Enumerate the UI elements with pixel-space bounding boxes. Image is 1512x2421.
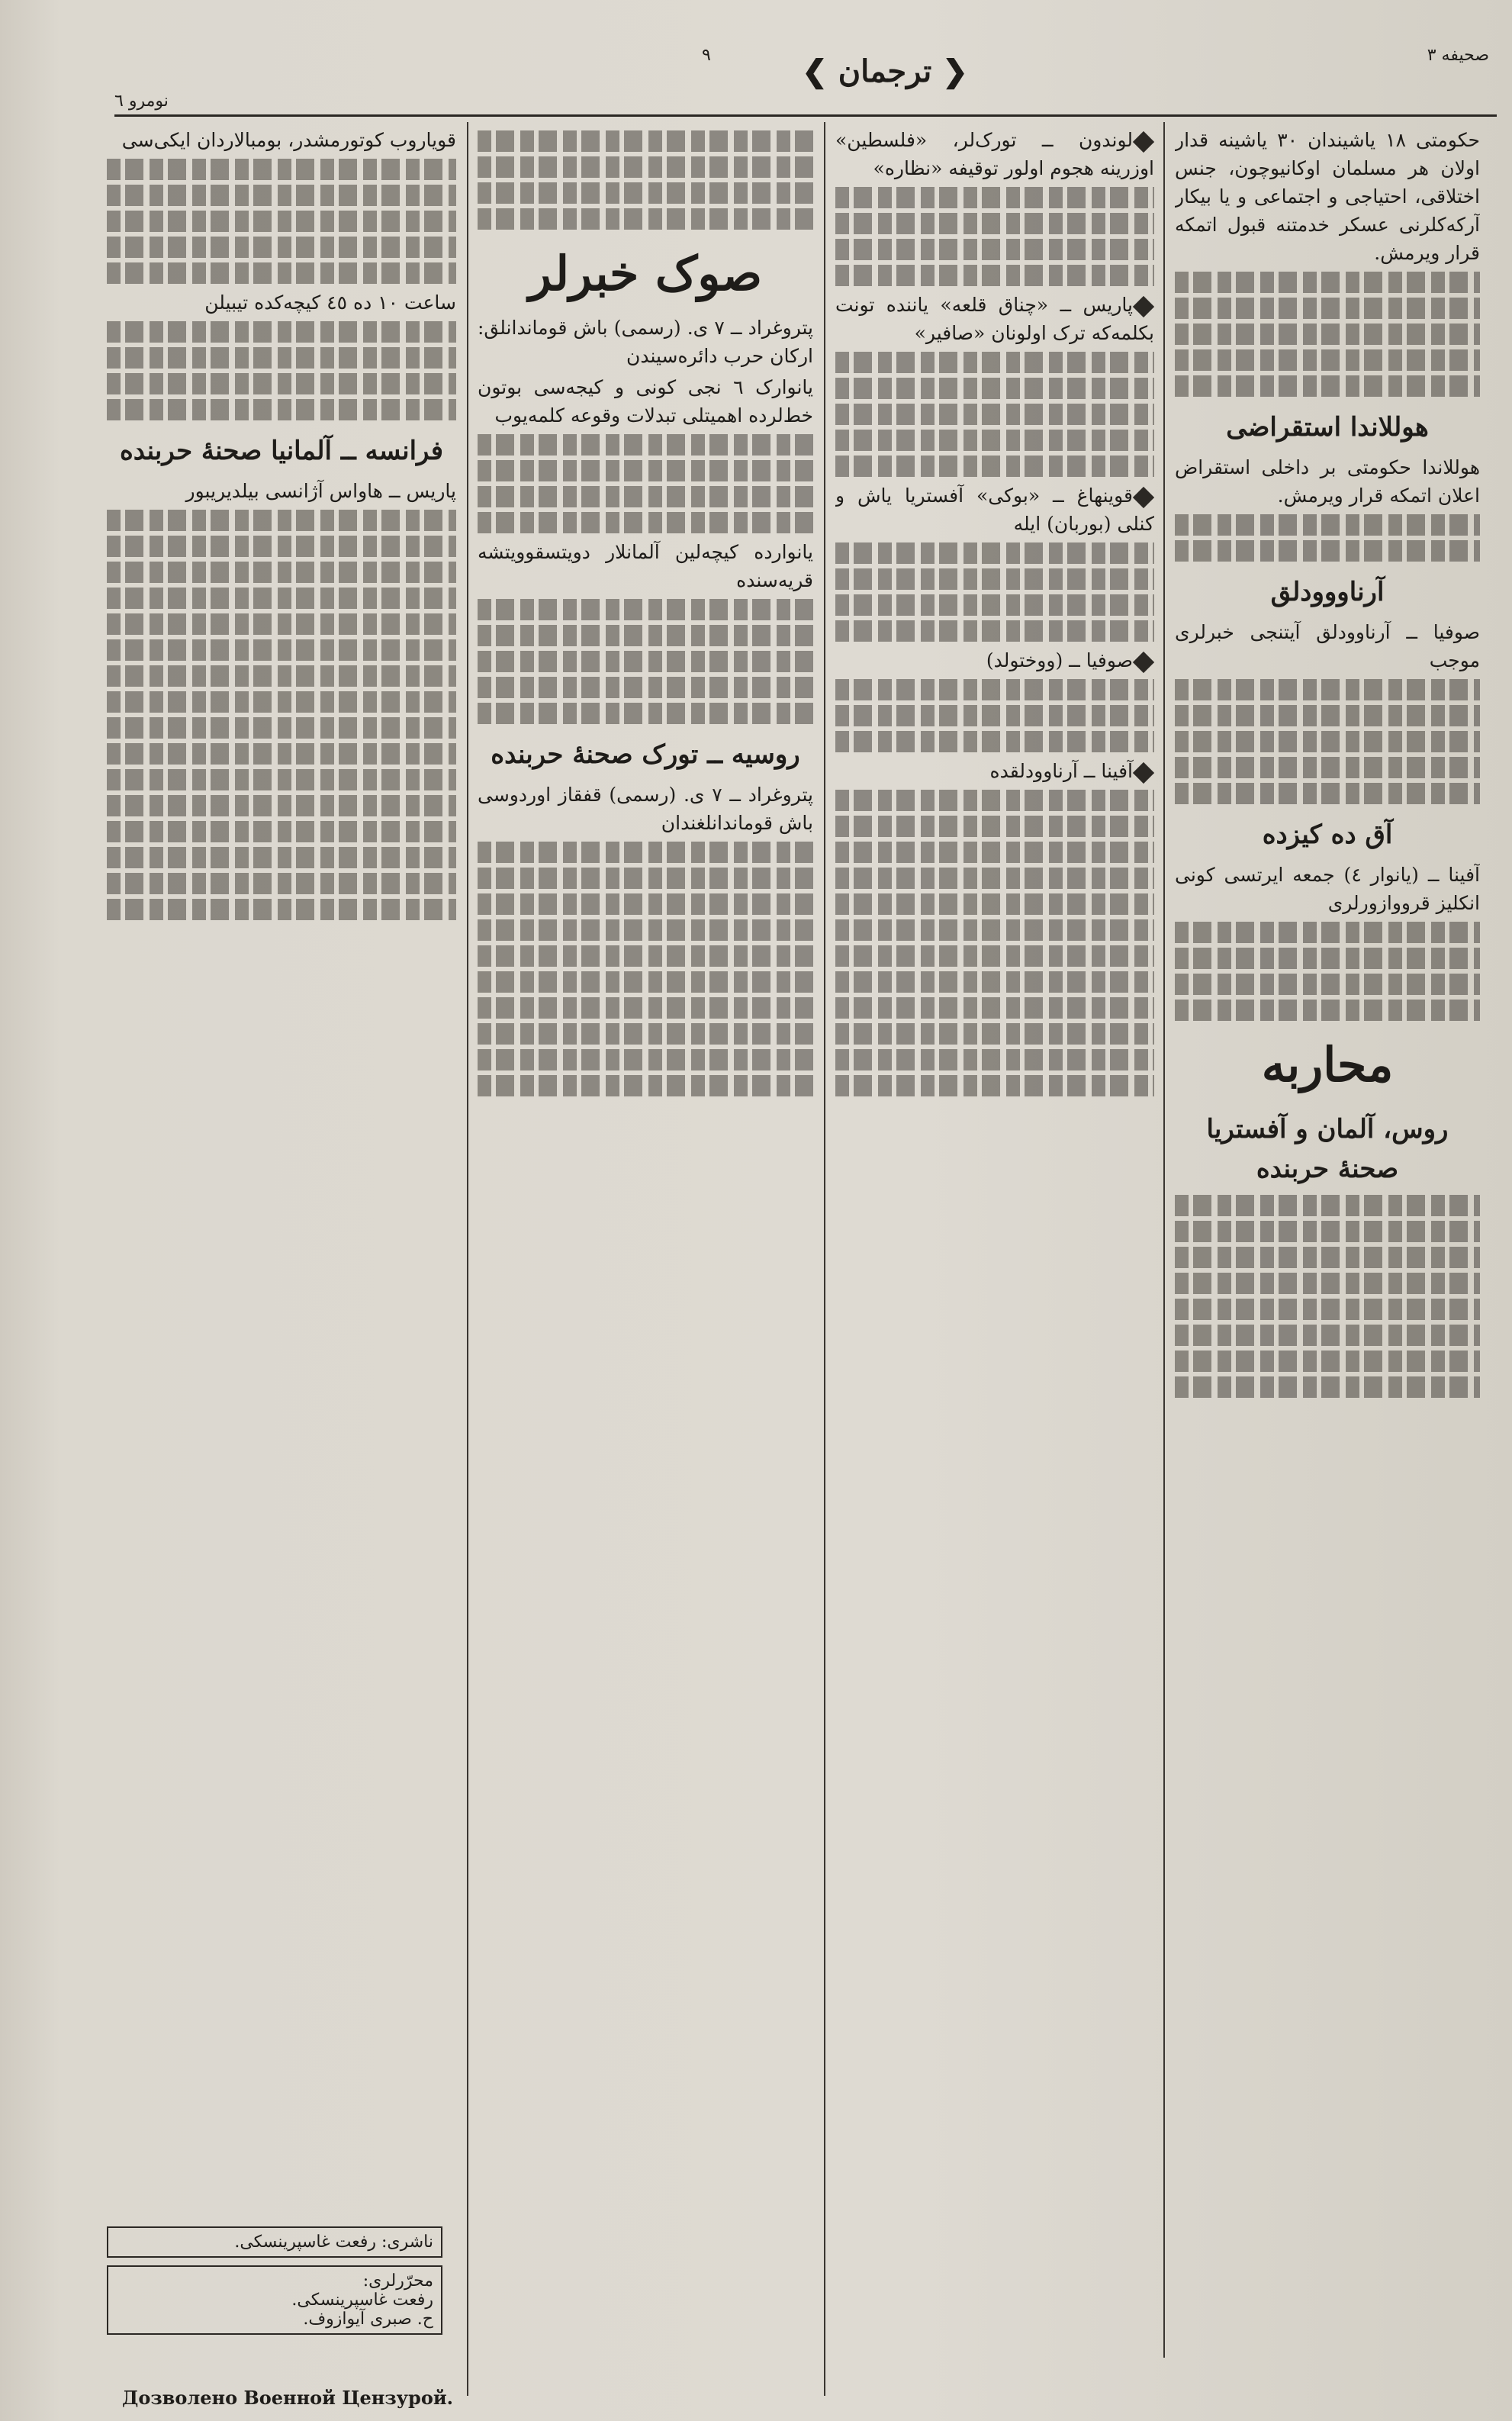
text-lines xyxy=(1175,1325,1480,1346)
text-lines xyxy=(478,919,813,941)
text-lines xyxy=(835,842,1154,863)
article-text: پتروغراد ــ ۷ ی. (رسمی) قفقاز اوردوسی باش قوماندانلغندان xyxy=(478,784,813,834)
text-lines xyxy=(1175,1273,1480,1294)
text-lines xyxy=(478,1023,813,1045)
header-rule xyxy=(114,114,1497,117)
text-lines xyxy=(835,1049,1154,1070)
article-text: آفینا ــ آرناوودلقده xyxy=(835,757,1154,785)
text-lines xyxy=(107,211,456,232)
text-lines xyxy=(1175,948,1480,969)
text-lines xyxy=(835,542,1154,564)
article-text: صوفیا ــ (ووختولد) xyxy=(835,646,1154,674)
text-lines xyxy=(835,1023,1154,1045)
text-lines xyxy=(478,486,813,507)
publisher-label: ناشری: xyxy=(381,2233,433,2252)
publisher-name: رفعت غاسپرینسکی. xyxy=(234,2233,376,2252)
bullet-icon xyxy=(1133,761,1154,783)
ornament-icon: ❮ xyxy=(942,53,968,89)
editors-label: محرّرلری: xyxy=(362,2271,433,2291)
column-divider xyxy=(467,122,468,2396)
text-lines xyxy=(478,512,813,533)
text-lines xyxy=(835,790,1154,811)
text-lines xyxy=(107,321,456,343)
section-heading: محاربه xyxy=(1261,1037,1394,1093)
text-lines xyxy=(835,187,1154,208)
masthead xyxy=(786,53,984,89)
text-lines xyxy=(478,182,813,204)
text-lines xyxy=(107,873,456,894)
text-lines xyxy=(1175,349,1480,371)
text-lines xyxy=(1175,974,1480,995)
ornament-icon: ❯ xyxy=(802,53,828,89)
article-text: قویاروب کوتورمشدر، بومبالاردان ایکی‌سی xyxy=(121,129,456,151)
text-lines xyxy=(107,743,456,765)
bullet-icon xyxy=(1133,486,1154,507)
bullet-icon xyxy=(1133,651,1154,672)
text-lines xyxy=(835,239,1154,260)
text-lines xyxy=(478,893,813,915)
article-text: قوینهاغ ــ «بوکی» آفستریا یاش و کنلی (بوربان) ایله xyxy=(835,485,1154,535)
text-lines xyxy=(835,868,1154,889)
text-lines xyxy=(835,430,1154,451)
text-lines xyxy=(107,347,456,369)
column-divider xyxy=(1163,122,1165,2358)
article-heading: هوللاندا استقراضی xyxy=(1226,412,1429,443)
text-lines xyxy=(478,945,813,967)
right-column xyxy=(1175,126,1480,2369)
text-lines xyxy=(478,1075,813,1096)
text-lines xyxy=(478,868,813,889)
editors-box xyxy=(107,2265,442,2335)
text-lines xyxy=(478,156,813,178)
text-lines xyxy=(107,717,456,739)
text-lines xyxy=(1175,1221,1480,1242)
text-lines xyxy=(835,919,1154,941)
article-text: هوللاندا حکومتی بر داخلی استقراض اعلان اتمکه قرار ویرمش. xyxy=(1175,456,1480,507)
masthead-footer xyxy=(107,2226,442,2342)
text-lines xyxy=(478,842,813,863)
text-lines xyxy=(1175,1000,1480,1021)
text-lines xyxy=(835,731,1154,752)
text-lines xyxy=(478,434,813,456)
text-lines xyxy=(1175,922,1480,943)
text-lines xyxy=(1175,705,1480,726)
article-heading: روسیه ــ تورک صحنه‌ٔ حربنده xyxy=(491,739,800,770)
text-lines xyxy=(1175,1376,1480,1398)
middle-right-column xyxy=(835,126,1154,2384)
text-lines xyxy=(107,847,456,868)
text-lines xyxy=(835,945,1154,967)
bullet-icon xyxy=(1133,295,1154,317)
text-lines xyxy=(1175,272,1480,293)
text-lines xyxy=(1175,1247,1480,1268)
article-heading: آق ده کیزده xyxy=(1262,819,1393,850)
text-lines xyxy=(478,1049,813,1070)
article-heading: فرانسه ــ آلمانیا صحنه‌ٔ حربنده xyxy=(119,436,444,466)
text-lines xyxy=(107,769,456,790)
issue-number: نومرو ٦ xyxy=(114,92,169,111)
article-text: لوندون ــ تورک‌لر، «فلسطین» اوزرینه هجوم اولور توقیفه «نظاره» xyxy=(835,129,1154,179)
text-lines xyxy=(835,893,1154,915)
text-lines xyxy=(478,208,813,230)
text-lines xyxy=(835,594,1154,616)
article-text: حکومتی ۱۸ یاشیندان ۳۰ یاشینه قدار اولان هر مسلمان اوکانیوچون، جنس اختلاقی، احتیاجی و اجتماعی و یا بیکار آرکه‌کلرنی عسکر خدمتنه قبول اتمکه قرار ویرمش. xyxy=(1175,129,1480,264)
text-lines xyxy=(835,456,1154,477)
article-text: ساعت ۱۰ ده ٤٥ کیچه‌کده تیبیلن xyxy=(204,291,456,314)
text-lines xyxy=(478,625,813,646)
text-lines xyxy=(107,237,456,258)
text-lines xyxy=(1175,1195,1480,1216)
text-lines xyxy=(1175,731,1480,752)
article-heading: آرناووودلق xyxy=(1270,577,1385,607)
text-lines xyxy=(107,588,456,609)
middle-left-column xyxy=(478,126,813,2384)
text-lines xyxy=(478,651,813,672)
text-lines xyxy=(107,562,456,583)
text-lines xyxy=(835,679,1154,700)
text-lines xyxy=(107,185,456,206)
page-header xyxy=(114,31,1497,114)
text-lines xyxy=(1175,783,1480,804)
text-lines xyxy=(478,599,813,620)
text-lines xyxy=(478,971,813,993)
text-lines xyxy=(1175,679,1480,700)
text-lines xyxy=(478,677,813,698)
article-text: پاریس ــ هاواس آژانسی بیلدیریبور xyxy=(185,480,456,502)
text-lines xyxy=(107,510,456,531)
text-lines xyxy=(835,620,1154,642)
text-lines xyxy=(107,159,456,180)
text-lines xyxy=(478,460,813,481)
text-lines xyxy=(107,821,456,842)
text-lines xyxy=(1175,514,1480,536)
article-heading: روس، آلمان و آفستریا صحنه‌ٔ حربنده xyxy=(1206,1114,1449,1184)
column-divider xyxy=(824,122,825,2396)
text-lines xyxy=(1175,540,1480,562)
text-lines xyxy=(835,1075,1154,1096)
text-lines xyxy=(1175,324,1480,345)
censor-note: Дозволено Военной Цензурой. xyxy=(122,2387,453,2409)
text-lines xyxy=(835,352,1154,373)
left-column xyxy=(107,126,456,2209)
masthead-title: ترجمان xyxy=(838,53,932,89)
text-lines xyxy=(835,213,1154,234)
text-lines xyxy=(107,613,456,635)
text-lines xyxy=(107,665,456,687)
text-lines xyxy=(835,404,1154,425)
editor-name: رفعت غاسپرینسکی. xyxy=(291,2291,433,2310)
publisher-box xyxy=(107,2226,442,2258)
section-heading: صوک خبرلر xyxy=(528,246,763,301)
article-text: صوفیا ــ آرناوودلق آیتنجی خبرلری موجب xyxy=(1175,621,1480,671)
text-lines xyxy=(478,703,813,724)
text-lines xyxy=(107,691,456,713)
editor-name: ح. صبری آیوازوف. xyxy=(303,2310,433,2329)
text-lines xyxy=(107,795,456,816)
text-lines xyxy=(478,997,813,1019)
text-lines xyxy=(107,899,456,920)
text-lines xyxy=(835,816,1154,837)
text-lines xyxy=(107,262,456,284)
page-number: ۹ xyxy=(702,46,711,65)
text-lines xyxy=(835,265,1154,286)
text-lines xyxy=(1175,1299,1480,1320)
bullet-icon xyxy=(1133,130,1154,152)
text-lines xyxy=(1175,375,1480,397)
text-lines xyxy=(107,639,456,661)
text-lines xyxy=(107,399,456,420)
text-lines xyxy=(478,130,813,152)
text-lines xyxy=(1175,1351,1480,1372)
text-lines xyxy=(835,997,1154,1019)
text-lines xyxy=(107,373,456,394)
article-text: یانوارک ٦ نجی کونی و کیجه‌سی بوتون خط‌لرده اهمیتلی تبدلات وقوعه کلمه‌یوب xyxy=(478,376,813,427)
text-lines xyxy=(835,971,1154,993)
article-text: یانوارده ‌کیچه‌لین آلمانلار دویتسقوویتشه قریه‌سنده xyxy=(478,541,813,591)
article-text: آفینا ــ (یانوار ٤) جمعه ایرتسی کونی انکلیز قرووازورلری xyxy=(1175,864,1480,914)
text-lines xyxy=(1175,757,1480,778)
text-lines xyxy=(835,568,1154,590)
text-lines xyxy=(107,536,456,557)
article-text: پتروغراد ــ ۷ ی. (رسمی) باش قوماندانلق: ارکان حرب دائره‌سیندن xyxy=(478,317,813,367)
page-label: صحیفه ۳ xyxy=(1427,46,1489,65)
text-lines xyxy=(835,378,1154,399)
article-text: پاریس ــ «چناق قلعه» یاننده تونت بکلمه‌که ترک اولونان «صافیر» xyxy=(835,294,1154,344)
text-lines xyxy=(1175,298,1480,319)
text-lines xyxy=(835,705,1154,726)
